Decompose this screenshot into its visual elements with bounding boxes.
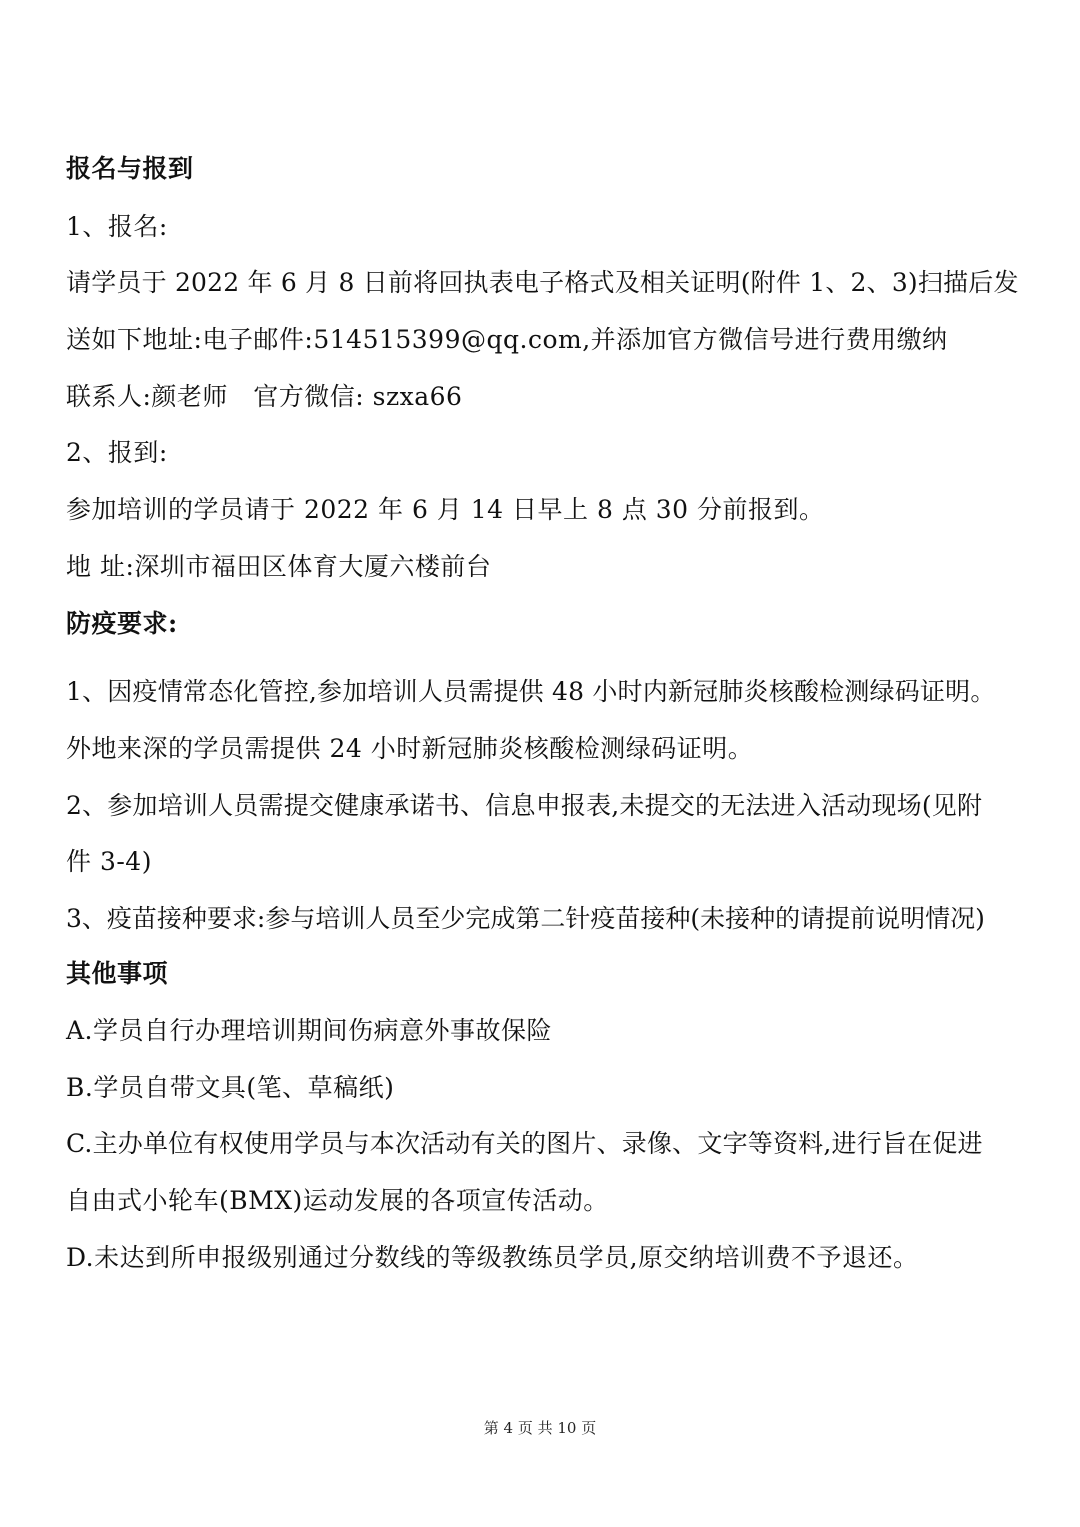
epidemic-item2-line1: 2、参加培训人员需提交健康承诺书、信息申报表,未提交的无法进入活动现场(见附 xyxy=(66,791,983,820)
signup-label: 1、报名: xyxy=(66,212,168,241)
signup-text-line1: 请学员于 2022 年 6 月 8 日前将回执表电子格式及相关证明(附件 1、2、3)扫描后发 xyxy=(66,268,1019,297)
checkin-text: 参加培训的学员请于 2022 年 6 月 14 日早上 8 点 30 分前报到。 xyxy=(66,495,825,524)
address-line: 地 址:深圳市福田区体育大厦六楼前台 xyxy=(66,552,492,581)
page-number-footer: 第 4 页 共 10 页 xyxy=(483,1419,597,1437)
contact-line: 联系人:颜老师 官方微信: szxa66 xyxy=(66,382,463,411)
other-item-c-line1: C.主办单位有权使用学员与本次活动有关的图片、录像、文字等资料,进行旨在促进 xyxy=(66,1129,983,1158)
other-heading: 其他事项 xyxy=(66,959,169,988)
epidemic-item1-line2: 外地来深的学员需提供 24 小时新冠肺炎核酸检测绿码证明。 xyxy=(66,734,754,763)
other-item-d: D.未达到所申报级别通过分数线的等级教练员学员,原交纳培训费不予退还。 xyxy=(66,1243,919,1272)
epidemic-item2-line2: 件 3-4) xyxy=(66,847,152,876)
other-item-c-line2: 自由式小轮车(BMX)运动发展的各项宣传活动。 xyxy=(66,1186,609,1215)
registration-heading: 报名与报到 xyxy=(66,154,194,183)
other-item-b: B.学员自带文具(笔、草稿纸) xyxy=(66,1073,395,1102)
epidemic-heading: 防疫要求: xyxy=(66,609,178,638)
epidemic-item1-line1: 1、因疫情常态化管控,参加培训人员需提供 48 小时内新冠肺炎核酸检测绿码证明。 xyxy=(66,677,996,706)
checkin-label: 2、报到: xyxy=(66,438,168,467)
signup-text-line2: 送如下地址:电子邮件:514515399@qq.com,并添加官方微信号进行费用缴纳 xyxy=(66,325,948,354)
other-item-a: A.学员自行办理培训期间伤病意外事故保险 xyxy=(66,1016,553,1045)
epidemic-item3: 3、疫苗接种要求:参与培训人员至少完成第二针疫苗接种(未接种的请提前说明情况) xyxy=(66,904,985,933)
